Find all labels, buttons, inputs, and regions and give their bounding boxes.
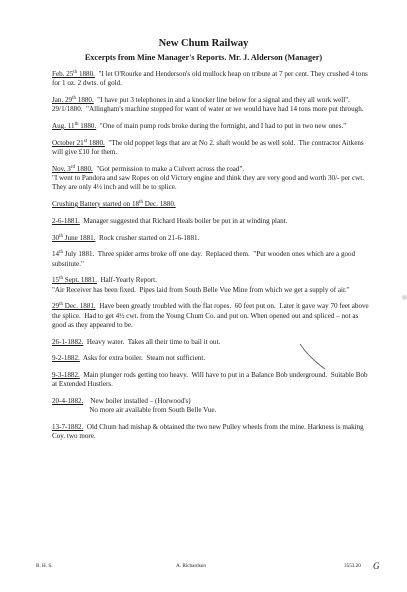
entry-continuation: 29/1/1880. "Allingham's machine stopped for want of water or we would have had 14 tons more put through. [52,105,364,114]
entry-date: 15th Sept. 1881. [52,276,97,285]
entry-date: 2-6-1881. [52,216,80,225]
document-title: New Chum Railway [158,38,249,49]
entry-text: "I let O'Rourke and Henderson's old mullock heap on tribute at 7 per cent. They crushed 4 tons for 1 oz. 2 dwts. of gold. [52,70,370,88]
footer-right: 3553.20 [344,563,361,569]
report-entry [52,70,370,88]
entry-date: 26-1-1882. [52,337,84,346]
entry-text: Half-Yearly Report. [96,276,157,285]
entry-date: 14th July 1881. [52,250,95,259]
report-entry [52,276,370,294]
entry-date: 29th Dec. 1881. [52,302,96,311]
entry-text: Heavy water. Takes all their time to bail it out. [83,337,221,346]
entry-date: 9-3-1882. [52,371,80,380]
report-entry [52,397,370,415]
entry-date: Nov. 3rd 1880. [52,164,93,173]
entry-date: Feb. 25th 1880. [52,70,95,78]
entry-text: Asks for extra boiler. Steam not sufficient. [79,354,206,363]
report-entry [52,371,370,389]
punch-hole-icon [402,295,407,300]
entry-continuation: "Air Receiver has been fixed. Pipes laid from South Belle Vue Mine from which we get a supply of air." [52,285,350,294]
entry-date: 20-4-1882. [52,397,84,406]
entry-text: Old Chum had mishap & obtained the two new Pulley wheels from the mine. Harkness is making Coy. two more. [52,423,366,441]
entry-date: Crushing Battery started on 18th Dec. 1880. [52,200,176,208]
entry-text: "I have put 3 telephones in and a knocker line below for a signal and they all work well". [93,96,350,104]
document-subtitle: Excerpts from Mine Manager's Reports. Mr. J. Alderson (Manager) [84,53,323,62]
report-entries [52,70,370,449]
entry-continuation: No more air available from South Belle Vue. [52,406,217,415]
entry-date: Aug. 11th 1880. [52,122,97,130]
report-entry [52,217,370,226]
entry-text: Have been greatly troubled with the flat ropes. 60 feet put on. Later it gave way 70 feet above the splice. Had to get 4½ cwt. from the Young Chum Co. and put on. When opened out and spliced – not as good as they appeared to be. [52,302,371,329]
report-entry [52,302,370,330]
entry-continuation: "I went to Pandora and saw Ropes on old Victory engine and think they are very good and worth 30/- per cwt. They are only 4½ inch and will be to splice. [52,174,368,192]
entry-date: 9-2-1882. [52,354,80,363]
footer-handwritten-mark: G [373,561,380,571]
entry-text: Three spider arms broke off one day. Replaced them. "Put wooden ones which are a good substitute." [52,250,357,268]
entry-date: 30th June 1881. [52,233,96,242]
footer-center: A. Richardson [176,563,206,569]
entry-text: Main plunger rods getting too heavy. Will have to put in a Balance Bob underground. Suitable Bob at Extended Hustlers. [52,371,370,389]
entry-text: Manager suggested that Richard Heals boiler be put in at winding plant. [79,216,288,225]
page-footer [0,563,407,575]
entry-text: "The old poppet legs that are at No 2. shaft would be as well sold. The contractor Aitkens will give £10 for them. [52,138,366,156]
entry-text: Rock crusher started on 21-6-1881. [95,233,200,242]
report-entry [52,139,370,157]
report-entry [52,165,370,193]
report-entry [52,250,370,268]
pen-mark-icon [298,343,328,371]
report-entry [52,234,370,243]
report-entry [52,200,370,209]
entry-date: Jan. 29th 1880. [52,96,94,104]
entry-text: "One of main pump rods broke during the fortnight, and I had to put in two new ones." [96,122,347,130]
report-entry [52,122,370,131]
entry-date: 13-7-1882. [52,423,84,432]
entry-date: October 21st 1880. [52,138,105,147]
report-entry [52,423,370,441]
entry-text: "Got permission to make a Culvert across the road". [92,164,245,173]
footer-left: B. H. S. [36,563,53,569]
report-entry [52,96,370,114]
entry-text: New boiler installed – (Horwood's) [83,397,191,406]
